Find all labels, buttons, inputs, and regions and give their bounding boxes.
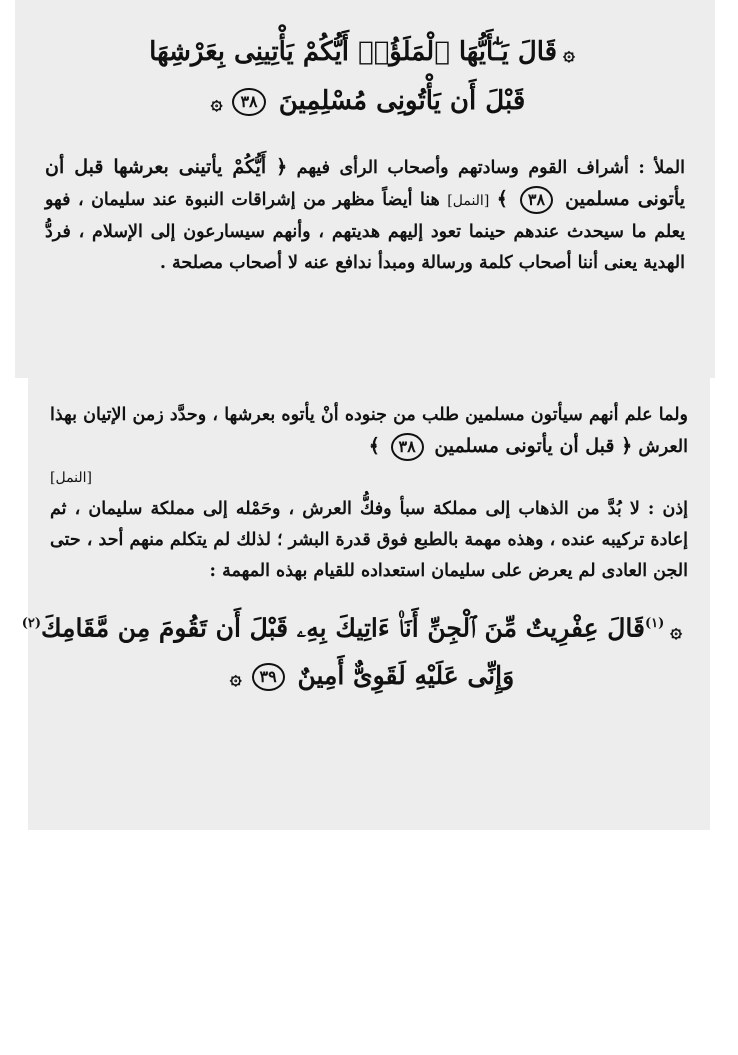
inline-quran-quote: ﴿ أَيُّكُمْ يأتينى بعرشها قبل أن يأتونى مسلمين ٣٨ ﴾ (45, 156, 685, 210)
bottom-scan-block (21, 378, 710, 830)
commentary-paragraph-2 (50, 494, 688, 587)
ayah-number-badge: ٣٨ (232, 88, 265, 116)
verse-text: قَالَ عِفْرِيتٌ مِّنَ ٱلْجِنِّ أَنَا۠ ءَاتِيكَ بِهِۦ قَبْلَ أَن تَقُومَ مِن مَّقَامِكَ (40, 613, 645, 643)
ayah-number-badge: ٣٩ (252, 663, 285, 691)
ornament-open-icon: ۞ (563, 41, 575, 65)
commentary-paragraph (45, 152, 685, 279)
inline-quran-quote: ﴿ قبل أن يأتونى مسلمين ٣٨ ﴾ (369, 435, 633, 457)
ornament-close-icon: ۞ (210, 90, 223, 114)
footnote-marker-2: (٢) (21, 616, 41, 631)
quran-verse-38 (45, 28, 685, 126)
quote-text: أَيُّكُمْ يأتينى بعرشها قبل أن يأتونى مسلمين (45, 156, 686, 210)
ornament-close-icon: ۞ (229, 665, 242, 690)
paragraph-text: إذن : لا بُدَّ من الذهاب إلى مملكة سبأ وفكُّ العرش ، وحَمْله إلى مملكة سليمان ، ثم إعادة تركيبه عنده ، وهذه مهمة بالطبع فوق قدرة البشر ؛ لذلك لم يتكلم منهم أحد ، حتى الجن العادى لم يعرض على سليمان استعداده للقيام بهذه المهمة : (49, 499, 688, 581)
verse-text: قَبْلَ أَن يَأْتُونِى مُسْلِمِينَ (278, 86, 526, 116)
surah-source: [النمل] (50, 470, 92, 486)
quote-text: قبل أن يأتونى مسلمين (434, 435, 615, 457)
surah-source: [النمل] (447, 193, 490, 209)
paragraph-text: ولما علم أنهم سيأتون مسلمين طلب من جنوده أنْ يأتوه بعرشها ، وحدَّد زمن الإتيان بهذا العرش (50, 405, 688, 457)
footnote-marker-1: (١) (644, 616, 665, 631)
quote-ayah-number: ٣٨ (391, 433, 424, 461)
verse-line-1 (45, 28, 685, 77)
commentary-paragraph-1 (50, 400, 688, 494)
verse-line-2 (50, 653, 688, 701)
verse-text: وَإِنِّى عَلَيْهِ لَقَوِىٌّ أَمِينٌ (297, 660, 515, 690)
quote-ayah-number: ٣٨ (520, 186, 553, 214)
verse-text: قَالَ يَـٰٓأَيُّهَا ٱلْمَلَؤُا۟ أَيُّكُمْ يَأْتِينِى بِعَرْشِهَا (149, 37, 558, 67)
quran-verse-39 (21, 601, 688, 700)
verse-line-1 (21, 601, 688, 653)
top-scan-block (15, 0, 715, 378)
ornament-open-icon: ۞ (670, 617, 682, 642)
verse-line-2 (45, 77, 685, 126)
paragraph-text: الملأ : أشراف القوم وسادتهم وأصحاب الرأى فيهم (296, 158, 685, 178)
paragraph-text-rest: هنا أيضاً مظهر من إشراقات النبوة عند سليمان ، فهو يعلم ما سيحدث عندهم حينما تعود إليهم هديتهم ، وأنهم سيسارعون إلى الإسلام ، فردُّ الهدية يعنى أننا أصحاب كلمة ورسالة ومبدأ ندافع عنه لا أصحاب مصلحة . (45, 190, 685, 273)
